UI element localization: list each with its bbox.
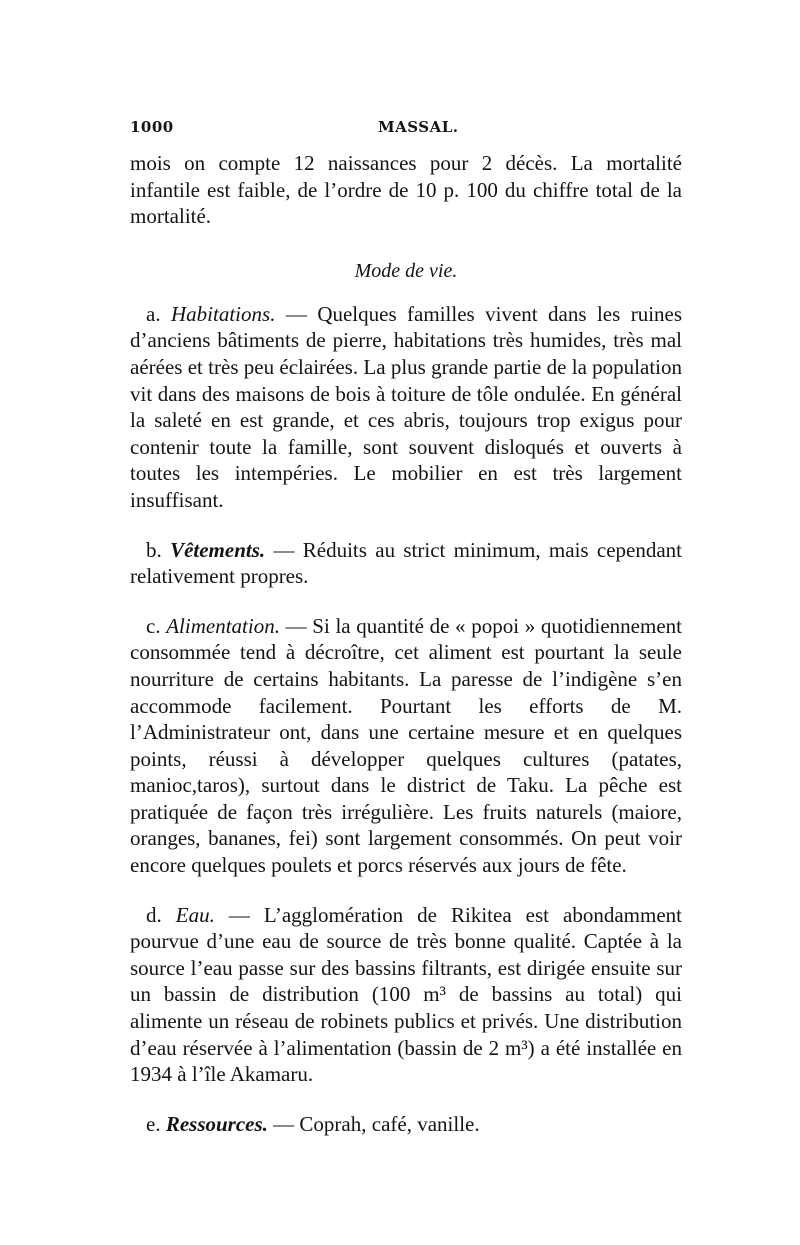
paragraph-habitations (130, 301, 682, 514)
paragraph-letter: c. (146, 613, 161, 638)
paragraph-label: Habitations. (171, 301, 276, 326)
paragraph-text: — L’agglomération de Rikitea est abondamment pourvue d’une eau de source de très bonne qualité. Captée à la source l’eau passe sur des bassins filtrants, est dirigée ensuite sur un bassin de distribution (100 m³ de bassins au total) qui alimente un réseau de robinets publics et privés. Une distribution d’eau réservée à l’alimentation (bassin de 2 m³) a été installée en 1934 à l’île Akamaru. (130, 902, 682, 1087)
running-title: MASSAL. (378, 118, 459, 136)
paragraph-vetements (130, 537, 682, 590)
running-header (130, 118, 682, 142)
paragraph-letter: e. (146, 1111, 161, 1136)
paragraph-letter: a. (146, 301, 161, 326)
page-number: 1000 (130, 118, 174, 136)
paragraph-text: — Si la quantité de « popoi » quotidiennement consommée tend à décroître, cet aliment est pourtant la seule nourriture de certains habitants. La paresse de l’indigène s’en accommode facilement. Pourtant les efforts de M. l’Administrateur ont, dans une certaine mesure et en quelques points, réussi à développer quelques cultures (patates, manioc,taros), surtout dans le district de Taku. La pêche est pratiquée de façon très irrégulière. Les fruits naturels (maiore, oranges, bananes, fei) sont largement consommés. On peut voir encore quelques poulets et porcs réservés aux jours de fête. (130, 613, 682, 878)
paragraph-ressources (130, 1111, 682, 1138)
continued-text: mois on compte 12 naissances pour 2 décès. La mortalité infantile est faible, de l’ordre de 10 p. 100 du chiffre total de la mortalité. (130, 151, 682, 229)
paragraph-letter: b. (146, 537, 162, 562)
document-page (130, 118, 682, 1160)
paragraph-text: — Réduits au strict minimum, mais cependant relativement propres. (130, 537, 682, 589)
paragraph-eau (130, 902, 682, 1088)
paragraph-label: Alimentation. (166, 613, 280, 638)
paragraph-label: Ressources. (165, 1111, 268, 1136)
section-heading: Mode de vie. (354, 259, 458, 282)
paragraph-text: — Quelques familles vivent dans les ruines d’anciens bâtiments de pierre, habitations très humides, très mal aérées et très peu éclairées. La plus grande partie de la population vit dans des maisons de bois à toiture de tôle ondulée. En général la saleté en est grande, et ces abris, toujours trop exigus pour contenir toute la famille, sont souvent disloqués et ouverts à toutes les intempéries. Le mobilier en est très largement insuffisant. (130, 301, 683, 512)
paragraph-letter: d. (146, 902, 162, 927)
paragraph-text: — Coprah, café, vanille. (273, 1111, 480, 1136)
paragraph-label: Vêtements. (170, 537, 266, 562)
paragraph-label: Eau. (175, 902, 215, 927)
paragraph-alimentation (130, 613, 682, 879)
